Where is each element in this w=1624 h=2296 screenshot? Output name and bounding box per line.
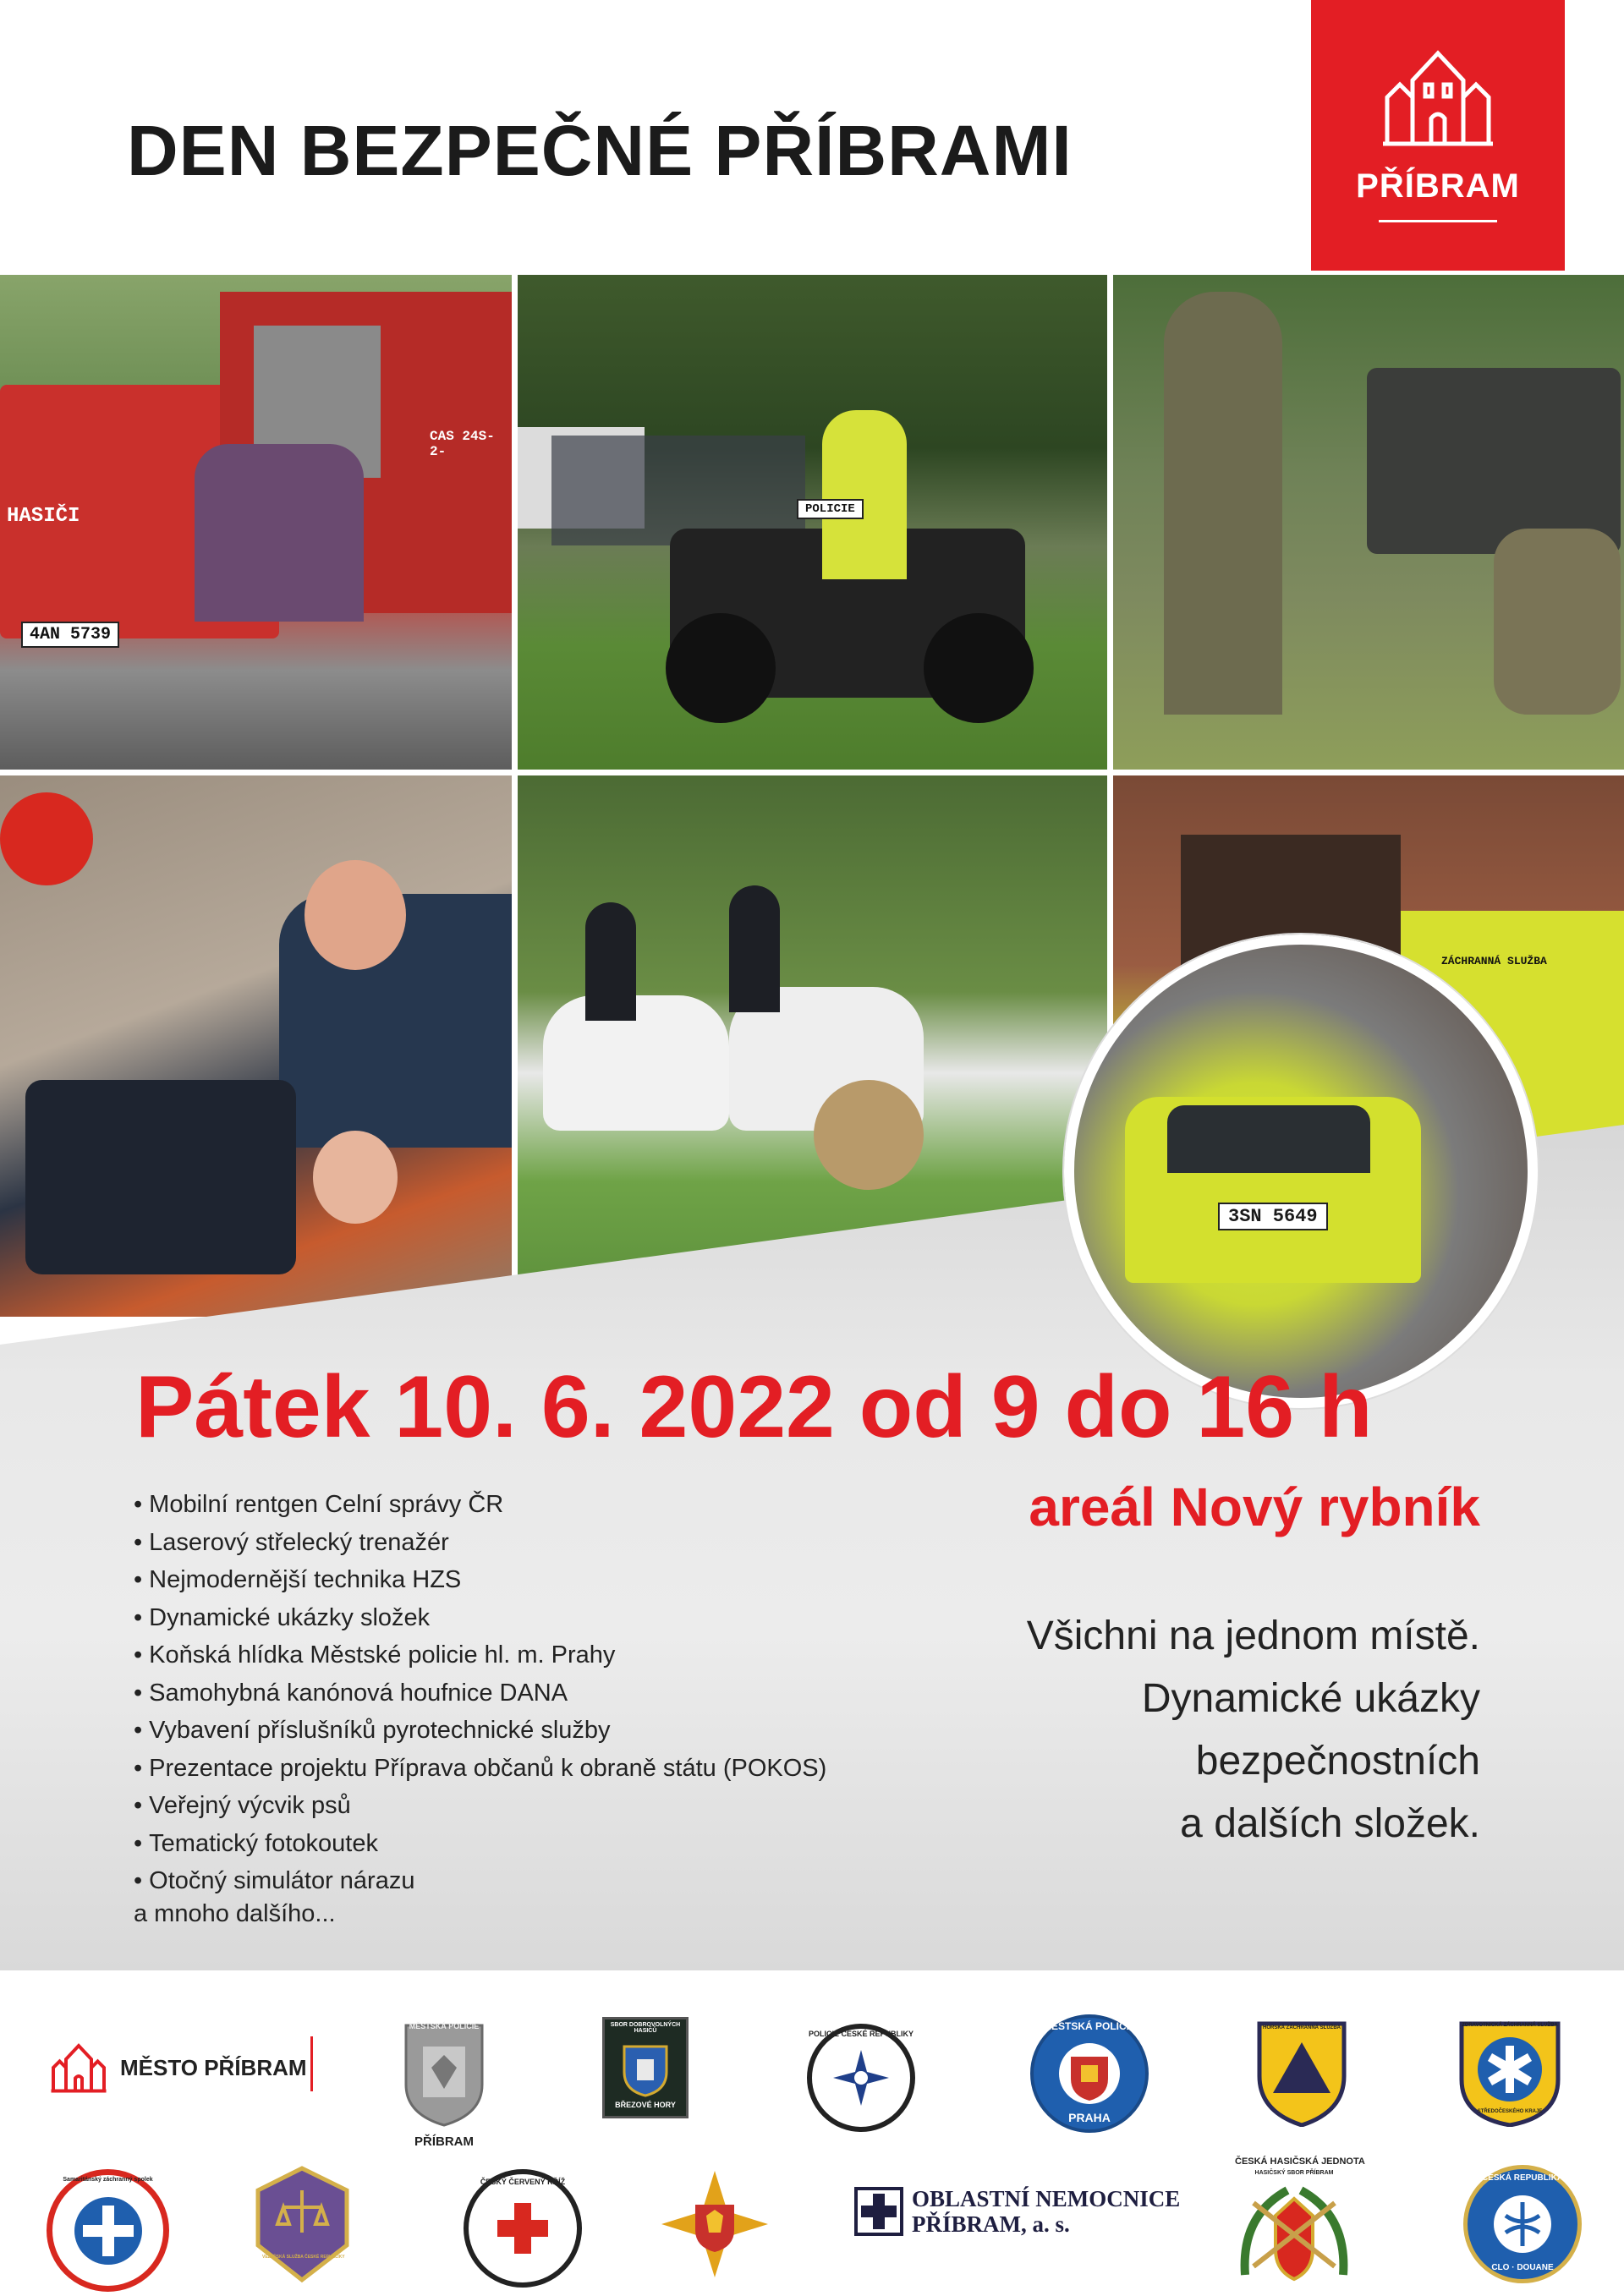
policie-cr-label: POLICIE ČESKÉ REPUBLIKY xyxy=(808,2030,914,2038)
horska-sluzba-label: HORSKÁ ZÁCHRANNÁ SLUŽBA xyxy=(1263,2025,1341,2030)
partners-footer xyxy=(0,1970,1624,2296)
soldier-standing xyxy=(1164,292,1282,715)
firefighter-wreath-icon xyxy=(1237,2182,1352,2288)
rescuer-head xyxy=(304,860,406,970)
mp-pribram-top-label: MĚSTSKÁ POLICIE xyxy=(409,2022,480,2030)
atv-wheel-rear xyxy=(924,613,1034,723)
chj-sub-label: HASIČSKÝ SBOR PŘÍBRAM xyxy=(1254,2170,1334,2176)
logo-divider xyxy=(310,2036,313,2091)
rider-1 xyxy=(585,902,636,1021)
sdh-label: SBOR DOBROVOLNÝCH HASIČŮ xyxy=(610,2022,681,2034)
prison-service-badge-icon xyxy=(254,2165,351,2283)
rescuer-helmet xyxy=(0,792,93,885)
vezenska-sluzba-logo xyxy=(254,2165,351,2283)
horse-1 xyxy=(543,995,729,1131)
tagline-line: a dalších složek. xyxy=(1180,1801,1480,1846)
hzs-logo xyxy=(660,2169,770,2279)
program-item: • Mobilní rentgen Celní správy ČR xyxy=(134,1486,826,1524)
mp-pribram-label: PŘÍBRAM xyxy=(414,2134,474,2149)
nemocnice-pribram-logo xyxy=(854,2186,1180,2237)
chj-logo xyxy=(1237,2182,1352,2288)
program-item: • Otočný simulátor nárazu xyxy=(134,1862,826,1900)
mesto-pribram-logo xyxy=(49,2042,307,2093)
celni-sub-label: CLO · DOUANE xyxy=(1491,2263,1554,2272)
mesto-pribram-label: MĚSTO PŘÍBRAM xyxy=(120,2054,307,2080)
atv-police-label: POLICIE xyxy=(797,499,864,519)
patient-head xyxy=(313,1131,398,1224)
nemocnice-label xyxy=(912,2186,1180,2237)
program-item: • Koňská hlídka Městské policie hl. m. Prahy xyxy=(134,1636,826,1674)
weapon-system xyxy=(1367,368,1621,554)
ambulance-windshield xyxy=(1167,1105,1370,1173)
city-emblem-icon xyxy=(1379,47,1497,148)
mountain-rescue-badge-icon xyxy=(1254,2017,1349,2127)
cck-label: ČESKÝ ČERVENÝ KŘÍŽ xyxy=(480,2178,566,2186)
samaritan-emblem-icon xyxy=(70,2193,146,2269)
red-cross-icon xyxy=(493,2199,552,2258)
rider-2 xyxy=(729,885,780,1012)
chj-label: ČESKÁ HASIČSKÁ JEDNOTA xyxy=(1235,2156,1365,2167)
tagline-line: Všichni na jednom místě. xyxy=(1026,1614,1480,1658)
photo-ambulance-circle xyxy=(1064,934,1538,1408)
mp-praha-city-label: PRAHA xyxy=(1068,2111,1111,2124)
cck-logo xyxy=(464,2169,582,2288)
city-brand-block xyxy=(1311,0,1565,271)
city-emblem-small-icon xyxy=(49,2042,108,2093)
truck-label: HASIČI xyxy=(7,505,80,528)
vezenska-sluzba-label: VĚZEŇSKÁ SLUŽBA ČESKÉ REPUBLIKY xyxy=(262,2255,345,2260)
police-star-icon xyxy=(831,2048,891,2107)
program-item: • Tematický fotokoutek xyxy=(134,1825,826,1863)
police-officer xyxy=(822,410,907,579)
ambulance-van-label: ZÁCHRANNÁ SLUŽBA xyxy=(1435,953,1554,969)
patient-vest xyxy=(25,1080,296,1274)
nemocnice-line: PŘÍBRAM, a. s. xyxy=(912,2211,1070,2237)
ambulance-plate: 3SN 5649 xyxy=(1218,1203,1328,1230)
program-item: • Dynamické ukázky složek xyxy=(134,1599,826,1637)
police-badge-icon xyxy=(398,2017,491,2127)
soldier-kneeling xyxy=(1494,529,1621,715)
customs-emblem-icon xyxy=(1489,2190,1556,2258)
program-list xyxy=(134,1486,826,1900)
event-date: Pátek 10. 6. 2022 od 9 do 16 h xyxy=(135,1358,1373,1456)
praha-crest-icon xyxy=(1057,2041,1122,2106)
fire-rescue-star-icon xyxy=(660,2169,770,2279)
horska-sluzba-logo xyxy=(1254,2017,1349,2127)
samaritan-label: Samaritánský záchranný spolek xyxy=(63,2177,153,2183)
tagline-line: bezpečnostních xyxy=(1195,1739,1480,1784)
page-title: DEN BEZPEČNÉ PŘÍBRAMI xyxy=(127,111,1073,190)
brand-name: PŘÍBRAM xyxy=(1356,167,1520,205)
program-item: • Vybavení příslušníků pyrotechnické služby xyxy=(134,1712,826,1750)
training-ball xyxy=(814,1080,924,1190)
program-item: • Prezentace projektu Příprava občanů k obraně státu (POKOS) xyxy=(134,1750,826,1788)
sdh-town-label: BŘEZOVÉ HORY xyxy=(615,2101,676,2109)
photo-police-atv xyxy=(518,275,1107,770)
event-venue: areál Nový rybník xyxy=(1029,1477,1480,1537)
brand-underline xyxy=(1379,220,1497,222)
program-more: a mnoho dalšího... xyxy=(134,1900,336,1927)
truck-id: CAS 24S-2- xyxy=(423,427,512,461)
program-item: • Nejmodernější technika HZS xyxy=(134,1561,826,1599)
children-group xyxy=(195,444,364,622)
celni-label: ČESKÁ REPUBLIKA xyxy=(1481,2173,1564,2183)
fire-brigade-crest-icon xyxy=(616,2038,675,2097)
license-plate: 4AN 5739 xyxy=(21,622,119,648)
zzs-label: ZDRAVOTNICKÁ ZÁCHRANNÁ SLUŽBA xyxy=(1462,2023,1558,2028)
nemocnice-line: OBLASTNÍ NEMOCNICE xyxy=(912,2186,1181,2211)
photo-first-aid xyxy=(0,775,512,1317)
policie-cr-logo xyxy=(807,2024,915,2132)
tagline-line: Dynamické ukázky xyxy=(1141,1676,1480,1721)
zzs-region-label: STŘEDOČESKÉHO KRAJE xyxy=(1477,2109,1543,2114)
atv-wheel-front xyxy=(666,613,776,723)
mp-pribram-logo xyxy=(398,2017,491,2127)
photo-firefighters-truck xyxy=(0,275,512,770)
samaritan-logo xyxy=(47,2169,169,2292)
photo-soldiers xyxy=(1113,275,1624,770)
event-tagline xyxy=(804,1605,1480,1855)
hospital-cross-icon xyxy=(854,2187,903,2236)
program-item: • Veřejný výcvik psů xyxy=(134,1787,826,1825)
program-item: • Samohybná kanónová houfnice DANA xyxy=(134,1674,826,1712)
mp-praha-label: MĚSTSKÁ POLICIE xyxy=(1042,2020,1136,2032)
program-item: • Laserový střelecký trenažér xyxy=(134,1524,826,1562)
